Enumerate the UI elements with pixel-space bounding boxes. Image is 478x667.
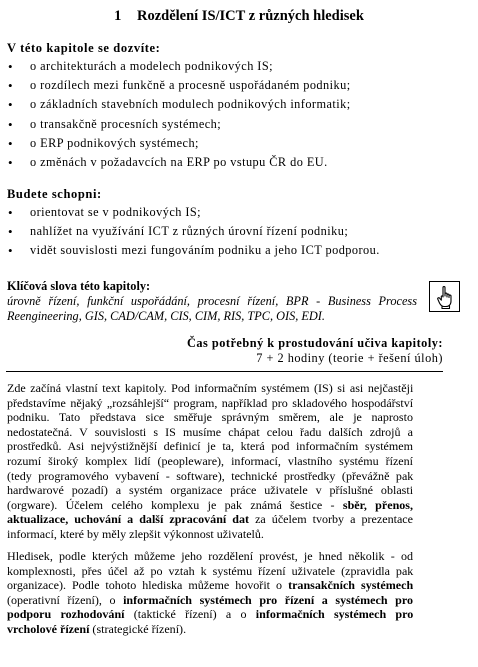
- list-item: • o transakčně procesních systémech;: [7, 115, 427, 134]
- text-run: informací, které by měly zlepšit výkonnost uživatelů.: [7, 526, 264, 541]
- list-item: • o architekturách a modelech podnikových IS;: [7, 57, 427, 76]
- paragraph-line: [7, 607, 413, 622]
- body-paragraph-1: [7, 381, 413, 542]
- paragraph-line: [7, 564, 413, 579]
- bold-text: informačních systémech pro: [255, 607, 414, 622]
- text-run: organizace). Podle tohoto hlediska můžeme hovořit o: [7, 578, 289, 593]
- paragraph-line: [7, 410, 413, 425]
- keywords-text: [7, 294, 417, 324]
- text-run: komplexnosti, přes účel až po vztah k systému řízení uživatele (zpravidla pak: [7, 563, 414, 578]
- paragraph-line: [7, 396, 413, 411]
- paragraph-line: [7, 483, 413, 498]
- text-run: Zde začíná vlastní text kapitoly. Pod informačním systémem (IS) si asi nejčastěji: [7, 381, 414, 395]
- paragraph-line: [7, 512, 413, 527]
- text-run: (strategické řízení).: [89, 621, 187, 636]
- pointing-hand-icon: [429, 281, 460, 312]
- text-run: Hledisek, podle kterých můžeme jeho rozdělení provést, je hned několik - od: [7, 549, 413, 563]
- bold-text: podporu rozhodování: [7, 607, 125, 622]
- bold-text: vrcholové řízení: [7, 621, 90, 636]
- text-run: hardwarové pozadí) a systém organizace práce uživatele v příslušné oblasti: [7, 483, 414, 498]
- text-run: (operativní řízení), o: [7, 592, 124, 607]
- list-item: • o ERP podnikových systémech;: [7, 134, 427, 153]
- paragraph-line: [7, 527, 413, 542]
- learn-section-title: V této kapitole se dozvíte:: [7, 41, 161, 55]
- text-run: (taktické řízení) a o: [124, 607, 256, 622]
- chapter-title: Rozdělení IS/ICT z různých hledisek: [136, 8, 364, 24]
- text-run: podniku. Tato představa sice směřuje správným směrem, ale je naprosto: [7, 410, 413, 425]
- paragraph-line: [7, 469, 413, 484]
- paragraph-line: [7, 381, 413, 396]
- text-run: za účelem tvorby a prezentace: [249, 512, 413, 527]
- chapter-heading: [0, 8, 478, 25]
- text-run: nedostatečná. V souvislosti s IS musíme chápat celou řadu dalších zdrojů a: [7, 424, 413, 439]
- text-run: rozumí široký komplex lidí (peopleware), informací, vlastního systému řízení: [7, 453, 414, 468]
- list-item: • o základních stavebních modulech podnikových informatik;: [7, 95, 427, 114]
- paragraph-line: [7, 593, 413, 608]
- bold-text: aktualizace, uchování a další zpracování dat: [7, 512, 250, 527]
- text-run: představíme nějaký „rozsáhlejší“ program, například pro skladového hospodářství: [7, 395, 414, 410]
- paragraph-line: [7, 454, 413, 469]
- keywords-line: úrovně řízení, funkční uspořádání, procesní řízení, BPR - Business Process: [7, 294, 417, 308]
- list-item: • vidět souvislosti mezi fungováním podniku a jeho ICT podporou.: [7, 241, 427, 260]
- able-section-title: Budete schopni:: [7, 187, 102, 201]
- list-item: • orientovat se v podnikových IS;: [7, 203, 427, 222]
- chapter-number: 1: [114, 8, 122, 24]
- study-time-title: Čas potřebný k prostudování učiva kapitoly:: [187, 336, 443, 350]
- paragraph-line: [7, 622, 413, 637]
- study-time-value: 7 + 2 hodiny (teorie + řešení úloh): [256, 351, 443, 365]
- section-divider: [6, 371, 443, 372]
- body-paragraph-2: [7, 549, 413, 637]
- paragraph-line: [7, 425, 413, 440]
- paragraph-line: [7, 439, 413, 454]
- text-run: (tedy programového vybavení - software), technické prostředky (převážně pak: [7, 468, 414, 483]
- paragraph-line: [7, 549, 413, 564]
- study-time: [187, 336, 443, 366]
- list-item: • nahlížet na využívání ICT z různých úrovní řízení podniku;: [7, 222, 427, 241]
- able-list: [7, 203, 427, 261]
- bold-text: sběr, přenos,: [342, 497, 413, 512]
- keywords-title: Klíčová slova této kapitoly:: [7, 279, 151, 293]
- paragraph-line: [7, 578, 413, 593]
- keywords-line: Reengineering, GIS, CAD/CAM, CIS, CIM, RIS, TPC, OIS, EDI.: [7, 309, 325, 323]
- bold-text: transakčních systémech: [288, 578, 414, 593]
- list-item: • o změnách v požadavcích na ERP po vstupu ČR do EU.: [7, 153, 427, 172]
- list-item: • o rozdílech mezi funkčně a procesně uspořádaném podniku;: [7, 76, 427, 95]
- paragraph-line: [7, 498, 413, 513]
- text-run: prostředků. Asi nejvýstižnější definicí je ta, která pod informačním systémem: [7, 439, 413, 454]
- bold-text: informačních systémech pro řízení a systémech pro: [123, 592, 413, 607]
- text-run: (orgware). Účelem celého komplexu je pak známá šestice -: [7, 497, 343, 512]
- learn-list: [7, 57, 427, 172]
